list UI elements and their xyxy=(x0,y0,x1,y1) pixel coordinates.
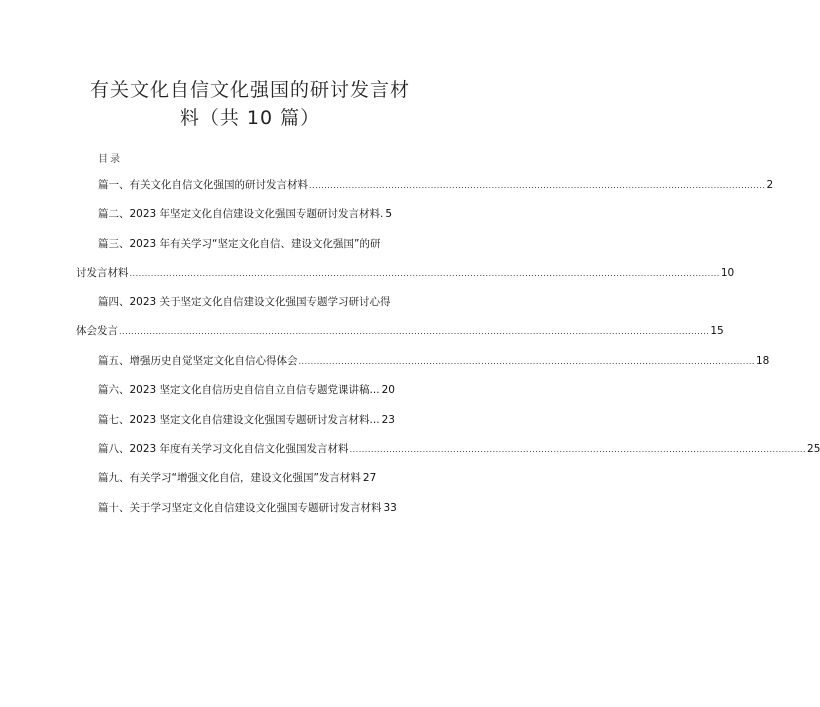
toc-page-number: 23 xyxy=(381,414,395,426)
document-title-line-1: 有关文化自信文化强国的研讨发言材 xyxy=(89,79,410,101)
toc-entry-label: 篇一、有关文化自信文化强国的研讨发言材料 xyxy=(98,179,308,191)
toc-leader-dots: ...................................................................................................................................................... xyxy=(309,181,766,190)
toc-page-number: 5 xyxy=(385,208,393,220)
toc-entry[interactable] xyxy=(98,441,820,456)
toc-entry-label: 篇五、增强历史自觉坚定文化自信心得体会 xyxy=(98,355,298,367)
toc-entry[interactable] xyxy=(98,382,420,397)
toc-page-number: 20 xyxy=(381,384,395,396)
toc-entry-label: 体会发言 xyxy=(76,325,118,337)
toc-page-number: 25 xyxy=(807,443,820,455)
toc-entry[interactable] xyxy=(98,206,402,221)
toc-entry[interactable] xyxy=(98,500,430,515)
toc-entry-label: 篇四、2023 关于坚定文化自信建设文化强国专题学习研讨心得 xyxy=(98,296,391,308)
toc-entry[interactable] xyxy=(98,177,774,192)
toc-entry-label: 篇十、关于学习坚定文化自信建设文化强国专题研讨发言材料 xyxy=(98,502,382,514)
toc-page-number: 10 xyxy=(720,267,735,279)
toc-heading: 目录 xyxy=(98,154,122,165)
toc-entry[interactable] xyxy=(98,353,770,368)
toc-page-number: 18 xyxy=(755,355,770,367)
toc-page-number: 2 xyxy=(766,179,774,191)
toc-entry-label: 讨发言材料 xyxy=(76,267,129,279)
toc-entry[interactable] xyxy=(98,470,420,485)
toc-leader-dots: .................................................................................................................................................................................................. xyxy=(119,327,710,336)
toc-entry-label: 篇六、2023 坚定文化自信历史自信自立自信专题党课讲稿... xyxy=(98,384,380,396)
toc-leader-dots: .................................................................................................................................................................................................. xyxy=(129,269,720,278)
toc-page-number: 27 xyxy=(362,472,377,484)
toc-leader-dots: ...................................................................................................................................................... xyxy=(349,445,807,454)
toc-entry-label: 篇三、2023 年有关学习“坚定文化自信、建设文化强国”的研 xyxy=(98,238,381,250)
toc-entry[interactable] xyxy=(98,236,420,251)
toc-page-number: 15 xyxy=(710,325,724,337)
toc-entry[interactable] xyxy=(98,294,420,309)
toc-entry-label: 篇八、2023 年度有关学习文化自信文化强国发言材料 xyxy=(98,443,349,455)
toc-page-number: 33 xyxy=(383,502,397,514)
toc-entry-label: 篇九、有关学习“增强文化自信，建设文化强国”发言材料 xyxy=(98,472,361,484)
toc-entry-label: 篇七、2023 坚定文化自信建设文化强国专题研讨发言材料... xyxy=(98,414,380,426)
toc-leader-dots: ...................................................................................................................................................... xyxy=(298,357,755,366)
toc-entry-continuation[interactable] xyxy=(76,265,735,280)
toc-entry[interactable] xyxy=(98,412,420,427)
toc-entry-label: 篇二、2023 年坚定文化自信建设文化强国专题研讨发言材料. xyxy=(98,208,384,220)
document-title-line-2: 料（共 10 篇） xyxy=(179,107,321,129)
toc-entry-continuation[interactable] xyxy=(76,323,724,338)
